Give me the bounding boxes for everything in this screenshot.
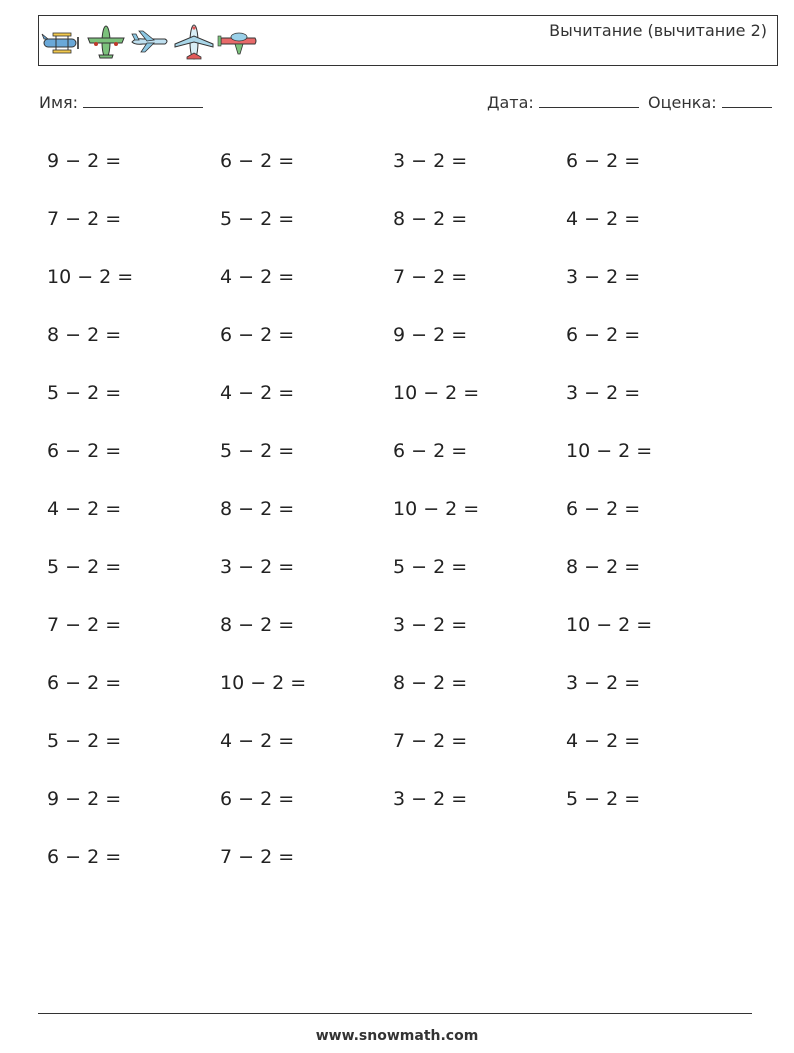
problem-item: 10 − 2 = [566, 440, 653, 462]
problem-item: 9 − 2 = [393, 324, 468, 346]
problem-item: 9 − 2 = [47, 788, 122, 810]
problem-item: 6 − 2 = [47, 672, 122, 694]
problem-item: 8 − 2 = [220, 498, 295, 520]
problem-item: 4 − 2 = [566, 208, 641, 230]
problem-item: 7 − 2 = [220, 846, 295, 868]
problem-item: 3 − 2 = [393, 150, 468, 172]
problem-item: 4 − 2 = [220, 382, 295, 404]
problem-item: 6 − 2 = [566, 150, 641, 172]
date-blank-line[interactable] [539, 93, 639, 108]
problem-item: 6 − 2 = [393, 440, 468, 462]
problem-item: 4 − 2 = [220, 730, 295, 752]
problem-item: 3 − 2 = [566, 672, 641, 694]
problem-item: 3 − 2 = [220, 556, 295, 578]
problem-item: 3 − 2 = [566, 266, 641, 288]
problem-item: 3 − 2 = [393, 614, 468, 636]
plane-icons [41, 22, 261, 62]
grade-label: Оценка: [648, 93, 717, 112]
problem-item: 10 − 2 = [566, 614, 653, 636]
footer-divider [38, 1013, 752, 1014]
problem-item: 5 − 2 = [220, 440, 295, 462]
grade-blank-line[interactable] [722, 93, 772, 108]
problem-grid [47, 147, 747, 901]
red-plane-icon [217, 22, 259, 62]
problem-item: 5 − 2 = [393, 556, 468, 578]
jet-plane-icon [129, 22, 171, 62]
grade-field [648, 93, 772, 112]
problem-item: 8 − 2 = [393, 208, 468, 230]
problem-item: 6 − 2 = [220, 788, 295, 810]
problem-item: 10 − 2 = [393, 382, 480, 404]
footer-website: www.snowmath.com [315, 1028, 479, 1044]
problem-item: 4 − 2 = [220, 266, 295, 288]
problem-item: 6 − 2 = [47, 846, 122, 868]
problem-item: 10 − 2 = [393, 498, 480, 520]
airliner-icon [173, 22, 215, 62]
problem-item: 6 − 2 = [220, 324, 295, 346]
problem-item: 6 − 2 = [566, 324, 641, 346]
date-label: Дата: [487, 93, 534, 112]
problem-item: 6 − 2 = [566, 498, 641, 520]
problem-item: 7 − 2 = [47, 614, 122, 636]
problem-item: 9 − 2 = [47, 150, 122, 172]
problem-item: 7 − 2 = [47, 208, 122, 230]
problem-item: 5 − 2 = [566, 788, 641, 810]
green-plane-icon [85, 22, 127, 62]
problem-item: 8 − 2 = [47, 324, 122, 346]
problem-item: 10 − 2 = [220, 672, 307, 694]
problem-item: 4 − 2 = [566, 730, 641, 752]
biplane-icon [41, 22, 83, 62]
worksheet-title: Вычитание (вычитание 2) [549, 21, 767, 40]
problem-item: 5 − 2 = [47, 730, 122, 752]
problem-item: 5 − 2 = [47, 556, 122, 578]
problem-item: 8 − 2 = [220, 614, 295, 636]
date-field [487, 93, 639, 112]
problem-item: 6 − 2 = [220, 150, 295, 172]
name-label: Имя: [39, 93, 79, 112]
problem-item: 5 − 2 = [220, 208, 295, 230]
problem-item: 8 − 2 = [393, 672, 468, 694]
problem-item: 7 − 2 = [393, 730, 468, 752]
problem-item: 4 − 2 = [47, 498, 122, 520]
problem-item: 8 − 2 = [566, 556, 641, 578]
problem-item: 3 − 2 = [393, 788, 468, 810]
problem-item: 6 − 2 = [47, 440, 122, 462]
problem-item: 7 − 2 = [393, 266, 468, 288]
problem-item: 10 − 2 = [47, 266, 134, 288]
problem-item: 3 − 2 = [566, 382, 641, 404]
worksheet-header [38, 15, 778, 66]
name-field [39, 93, 203, 112]
problem-item: 5 − 2 = [47, 382, 122, 404]
name-blank-line[interactable] [83, 93, 203, 108]
